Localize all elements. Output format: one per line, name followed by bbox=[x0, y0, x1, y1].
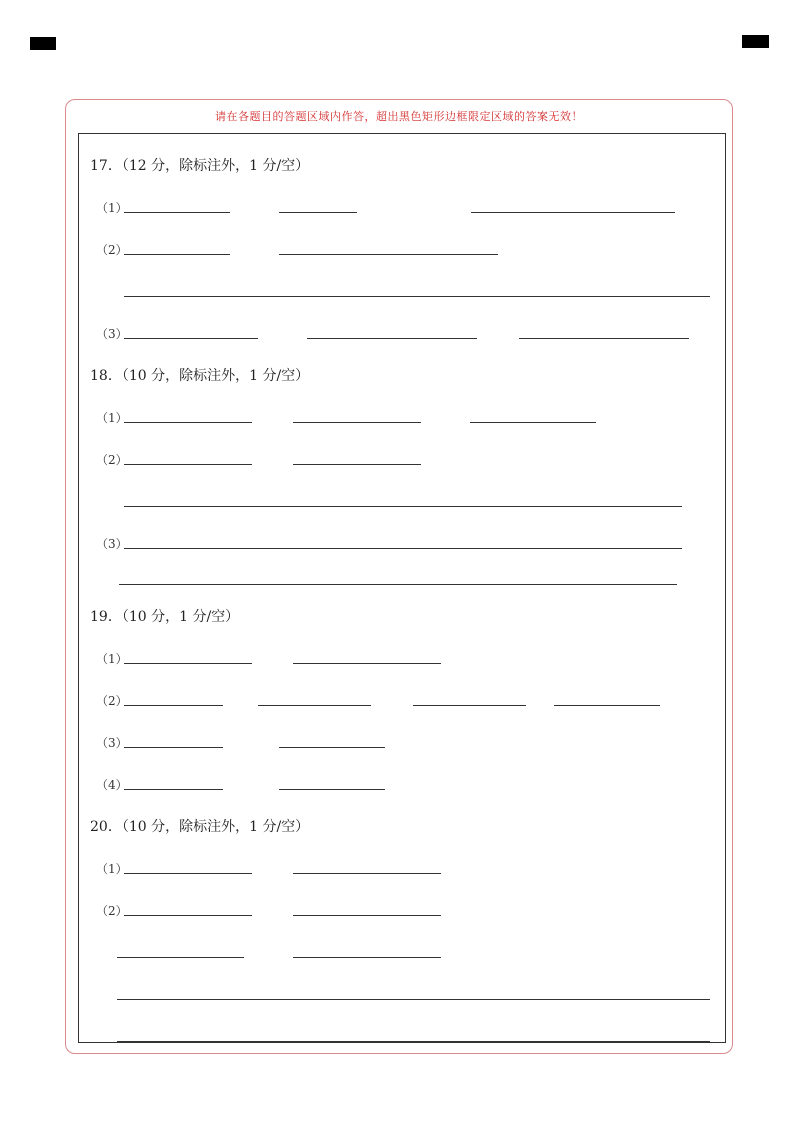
question-number: 19． bbox=[90, 609, 122, 625]
q19-part-2-label: （2） bbox=[96, 694, 128, 708]
q19-2-blank-b[interactable] bbox=[258, 705, 371, 706]
q19-4-blank-a[interactable] bbox=[124, 789, 223, 790]
q17-3-blank-a[interactable] bbox=[124, 338, 258, 339]
q20-2-blank-a[interactable] bbox=[124, 915, 252, 916]
q18-part-3-label: （3） bbox=[96, 537, 128, 551]
q19-3-blank-a[interactable] bbox=[124, 747, 223, 748]
q19-part-3-label: （3） bbox=[96, 736, 128, 750]
q18-3-blank-b[interactable] bbox=[119, 584, 677, 585]
q17-2-blank-b[interactable] bbox=[279, 254, 498, 255]
q18-1-blank-b[interactable] bbox=[293, 422, 421, 423]
q18-part-2-label: （2） bbox=[96, 453, 128, 467]
q18-3-blank-a[interactable] bbox=[124, 548, 682, 549]
q17-1-blank-c[interactable] bbox=[471, 212, 675, 213]
q20-part-2-label: （2） bbox=[96, 904, 128, 918]
question-17-heading bbox=[90, 155, 309, 175]
q17-3-blank-b[interactable] bbox=[307, 338, 477, 339]
q17-2-blank-a[interactable] bbox=[124, 254, 230, 255]
question-18-heading bbox=[90, 365, 309, 385]
question-points: （10 分，除标注外，1 分/空） bbox=[121, 368, 310, 384]
q20-1-blank-b[interactable] bbox=[293, 873, 441, 874]
q19-part-1-label: （1） bbox=[96, 652, 128, 666]
question-19-heading bbox=[90, 606, 239, 626]
question-points: （10 分，除标注外，1 分/空） bbox=[121, 819, 310, 835]
q20-1-blank-a[interactable] bbox=[124, 873, 252, 874]
q19-1-blank-b[interactable] bbox=[293, 663, 441, 664]
answer-area-inner-frame bbox=[78, 133, 726, 1043]
q19-3-blank-b[interactable] bbox=[279, 747, 385, 748]
q19-4-blank-b[interactable] bbox=[279, 789, 385, 790]
answer-area-notice: 请在各题目的答题区域内作答，超出黑色矩形边框限定区域的答案无效！ bbox=[215, 110, 583, 123]
q20-2-blank-c[interactable] bbox=[117, 957, 244, 958]
q19-2-blank-a[interactable] bbox=[124, 705, 223, 706]
q17-part-3-label: （3） bbox=[96, 327, 128, 341]
q20-2-blank-e[interactable] bbox=[117, 999, 710, 1000]
question-points: （10 分，1 分/空） bbox=[121, 609, 240, 625]
q19-part-4-label: （4） bbox=[96, 778, 128, 792]
alignment-marker-left bbox=[30, 37, 56, 50]
q19-2-blank-d[interactable] bbox=[554, 705, 660, 706]
q18-2-blank-b[interactable] bbox=[293, 464, 421, 465]
q18-part-1-label: （1） bbox=[96, 411, 128, 425]
question-number: 18． bbox=[90, 368, 122, 384]
q19-2-blank-c[interactable] bbox=[413, 705, 526, 706]
q19-1-blank-a[interactable] bbox=[124, 663, 252, 664]
q17-part-2-label: （2） bbox=[96, 243, 128, 257]
q18-2-blank-a[interactable] bbox=[124, 464, 252, 465]
alignment-marker-right bbox=[742, 35, 769, 48]
q18-1-blank-c[interactable] bbox=[470, 422, 596, 423]
q17-3-blank-c[interactable] bbox=[519, 338, 689, 339]
q17-2-blank-c[interactable] bbox=[124, 296, 710, 297]
q18-1-blank-a[interactable] bbox=[124, 422, 252, 423]
q20-part-1-label: （1） bbox=[96, 862, 128, 876]
q20-2-blank-d[interactable] bbox=[293, 957, 441, 958]
question-points: （12 分，除标注外，1 分/空） bbox=[121, 158, 310, 174]
q17-1-blank-a[interactable] bbox=[124, 212, 230, 213]
q18-2-blank-c[interactable] bbox=[124, 506, 682, 507]
question-number: 17． bbox=[90, 158, 122, 174]
q17-part-1-label: （1） bbox=[96, 201, 128, 215]
question-number: 20． bbox=[90, 819, 122, 835]
q20-2-blank-b[interactable] bbox=[293, 915, 441, 916]
question-20-heading bbox=[90, 816, 309, 836]
q17-1-blank-b[interactable] bbox=[279, 212, 357, 213]
q20-2-blank-f[interactable] bbox=[117, 1041, 710, 1042]
